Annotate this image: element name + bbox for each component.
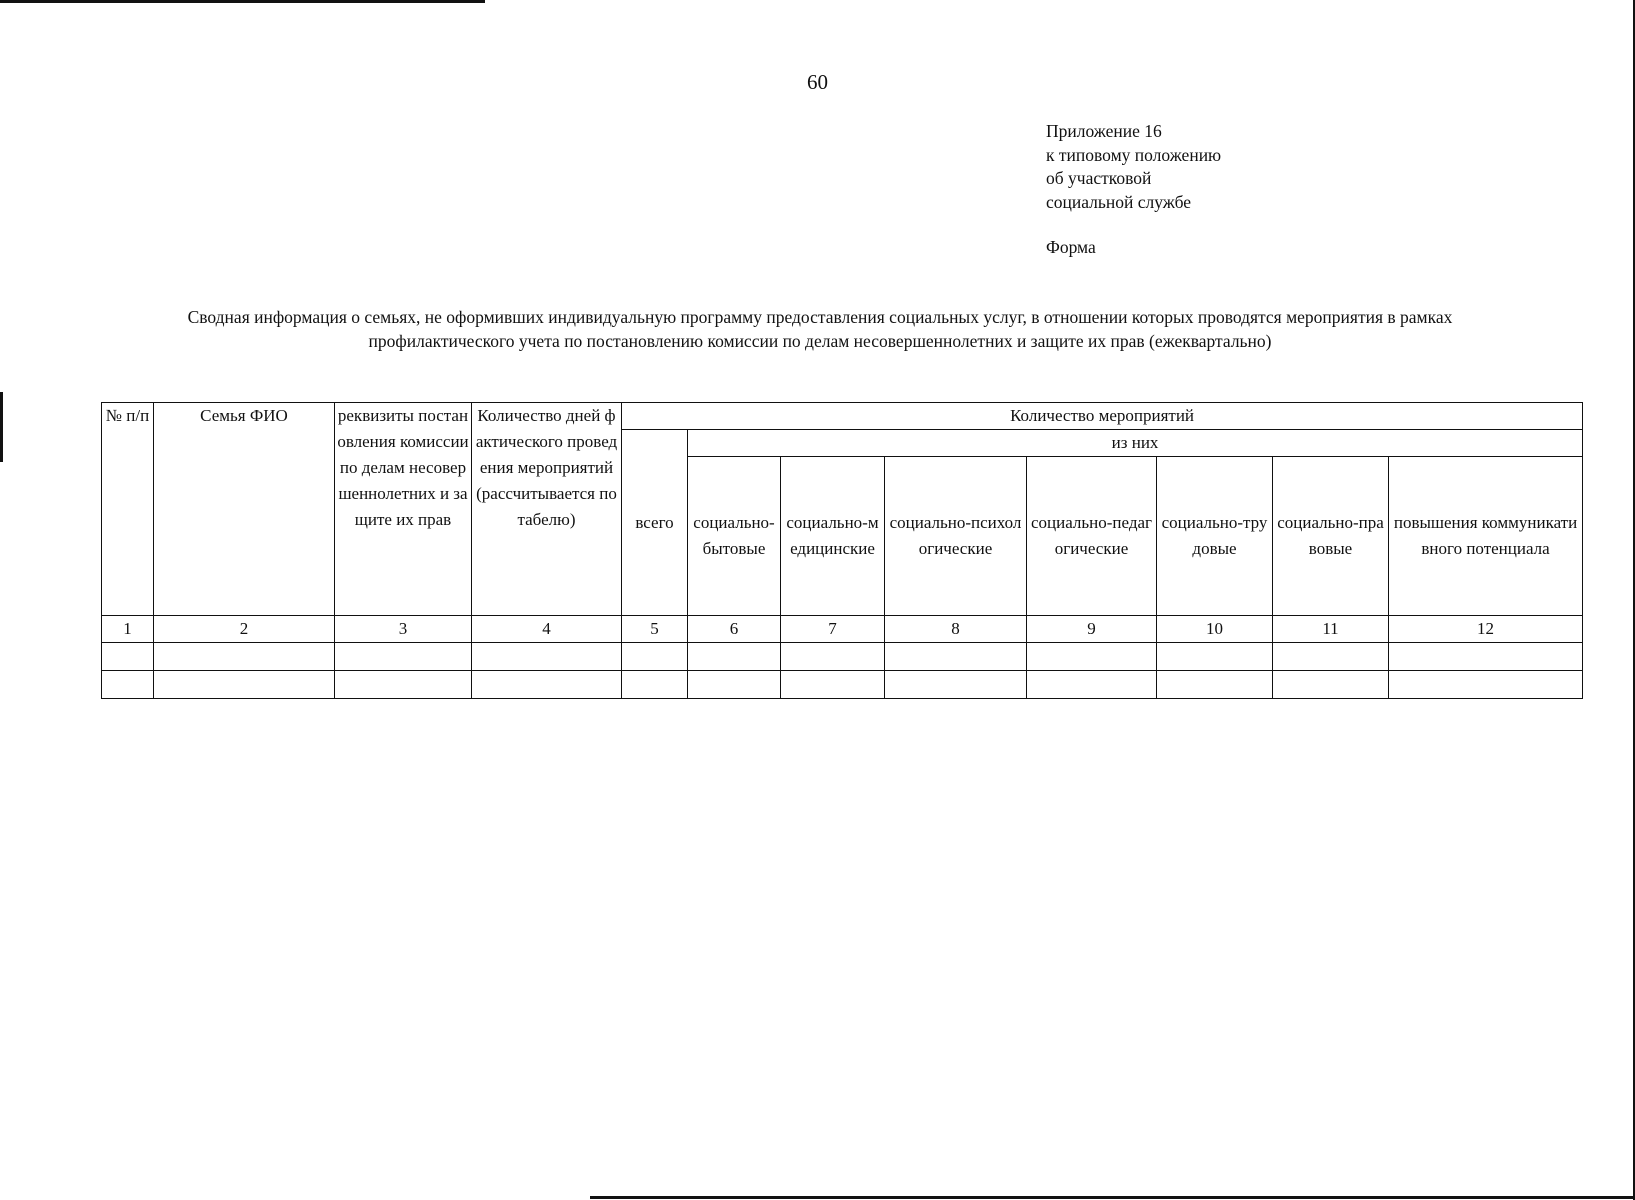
table-cell [472,671,622,699]
header-social-labor: социально-трудовые [1157,457,1273,616]
table-cell [154,643,335,671]
table-cell [688,671,781,699]
report-table [101,402,1583,699]
scan-edge-bottom [590,1196,1635,1199]
header-no: № п/п [102,403,154,616]
table-row [102,643,1583,671]
column-number: 11 [1273,616,1389,643]
column-number: 9 [1027,616,1157,643]
column-number: 4 [472,616,622,643]
table-cell [1389,671,1583,699]
table-cell [1027,643,1157,671]
table-cell [154,671,335,699]
table-cell [622,671,688,699]
header-resolution-details: реквизиты постановления комиссии по делам несовершеннолетних и защите их прав [335,403,472,616]
table-cell [1157,671,1273,699]
column-number: 3 [335,616,472,643]
table-row [102,671,1583,699]
header-family: Семья ФИО [154,403,335,616]
header-of-them: из них [688,430,1583,457]
title-line-2: профилактического учета по постановлению комиссии по делам несовершеннолетних и защите их прав (ежеквартально) [368,331,1272,351]
column-number-row [102,616,1583,643]
table-cell [1273,671,1389,699]
table-cell [1157,643,1273,671]
header-social-medical: социально-медицинские [781,457,885,616]
column-number: 12 [1389,616,1583,643]
table-cell [781,671,885,699]
header-communication-potential: повышения коммуникативного потенциала [1389,457,1583,616]
title-line-1: Сводная информация о семьях, не оформивших индивидуальную программу предоставления социальных услуг, в отношении которых проводятся мероприятия в рамках [187,307,1453,327]
scan-edge-left [0,392,3,462]
table-cell [102,643,154,671]
column-number: 7 [781,616,885,643]
header-social-pedagogical: социально-педагогические [1027,457,1157,616]
column-number: 1 [102,616,154,643]
appendix-line: об участковой [1046,168,1152,188]
table-cell [1273,643,1389,671]
appendix-line: социальной службе [1046,191,1192,212]
table-cell [688,643,781,671]
column-number: 2 [154,616,335,643]
appendix-block [1046,120,1221,214]
appendix-line: Приложение 16 [1046,121,1162,141]
table-cell [781,643,885,671]
column-number: 6 [688,616,781,643]
table-cell [622,643,688,671]
header-social-psychological: социально-психологические [885,457,1027,616]
appendix-line: к типовому положению [1046,144,1222,165]
header-days-count: Количество дней фактического проведения мероприятий (рассчитывается по табелю) [472,403,622,616]
form-label: Форма [1046,237,1096,257]
table-cell [885,671,1027,699]
document-title [100,305,1540,353]
header-events-count: Количество мероприятий [622,403,1583,430]
page-number: 60 [807,70,828,94]
header-social-legal: социально-правовые [1273,457,1389,616]
column-number: 5 [622,616,688,643]
table-cell [885,643,1027,671]
column-number: 10 [1157,616,1273,643]
header-social-domestic: социально-бытовые [688,457,781,616]
table-cell [472,643,622,671]
table-cell [335,643,472,671]
table-cell [335,671,472,699]
table-cell [102,671,154,699]
scan-edge-top [0,0,485,3]
table-cell [1027,671,1157,699]
header-total: всего [622,430,688,616]
column-number: 8 [885,616,1027,643]
table-cell [1389,643,1583,671]
